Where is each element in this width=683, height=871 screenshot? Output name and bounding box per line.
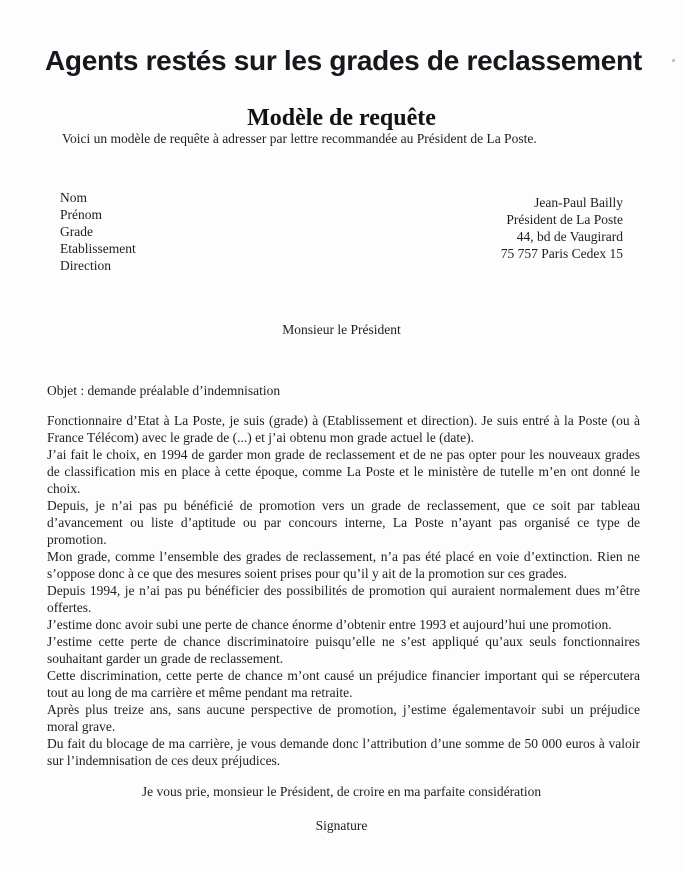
sender-fields	[60, 189, 136, 274]
recipient-name: Jean-Paul Bailly	[534, 195, 623, 210]
recipient-city: 75 757 Paris Cedex 15	[500, 246, 623, 261]
sender-field-etablissement: Etablissement	[60, 241, 136, 256]
body-paragraph: J’estime cette perte de chance discriminatoire puisqu’elle ne s’est appliqué qu’aux seuls fonctionnaires souhaitant garder un grade de reclassement.	[47, 634, 640, 666]
signature-label: Signature	[315, 818, 368, 833]
intro-text: Voici un modèle de requête à adresser par lettre recommandée au Président de La Poste.	[62, 131, 537, 146]
salutation: Monsieur le Président	[282, 322, 401, 337]
sender-field-nom: Nom	[60, 190, 87, 205]
body-paragraph: J’estime donc avoir subi une perte de chance énorme d’obtenir entre 1993 et aujourd’hui une promotion.	[47, 617, 612, 632]
letter-body	[47, 412, 640, 769]
recipient-street: 44, bd de Vaugirard	[516, 229, 623, 244]
letter-title: Modèle de requête	[247, 104, 436, 131]
body-paragraph: Fonctionnaire d’Etat à La Poste, je suis (grade) à (Etablissement et direction). Je suis entré à la Poste (ou à France Télécom) avec le grade de (...) et j’ai obtenu mon grade actuel le (date).	[47, 413, 640, 445]
body-paragraph: Après plus treize ans, sans aucune perspective de promotion, j’estime égalementavoir subi un préjudice moral grave.	[47, 702, 640, 734]
body-paragraph: Mon grade, comme l’ensemble des grades de reclassement, n’a pas été placé en voie d’extinction. Rien ne s’oppose donc à ce que des mesures soient prises pour qu’il y ait de la promotion sur ces grades.	[47, 549, 640, 581]
recipient-address	[501, 194, 623, 262]
sender-field-direction: Direction	[60, 258, 111, 273]
body-paragraph: Du fait du blocage de ma carrière, je vous demande donc l’attribution d’une somme de 50 000 euros à valoir sur l’indemnisation de ces deux préjudices.	[47, 736, 640, 768]
body-paragraph: Depuis 1994, je n’ai pas pu bénéficier des possibilités de promotion qui auraient normalement dues m’être offertes.	[47, 583, 640, 615]
closing-formula: Je vous prie, monsieur le Président, de croire en ma parfaite considération	[141, 784, 542, 799]
page-title: Agents restés sur les grades de reclassement	[45, 44, 642, 76]
sender-field-prenom: Prénom	[60, 207, 102, 222]
subject-line: Objet : demande préalable d’indemnisation	[47, 383, 281, 398]
stray-dot-artifact	[672, 59, 675, 62]
sender-field-grade: Grade	[60, 224, 93, 239]
body-paragraph: Depuis, je n’ai pas pu bénéficié de promotion vers un grade de reclassement, que ce soit par tableau d’avancement ou liste d’aptitude ou par concours interne, La Poste n’ayant pas organisé ce type de promotion.	[47, 498, 640, 547]
body-paragraph: Cette discrimination, cette perte de chance m’ont causé un préjudice financier important qui se répercutera tout au long de ma carrière et même pendant ma retraite.	[47, 668, 640, 700]
recipient-title: Président de La Poste	[506, 212, 623, 227]
body-paragraph: J’ai fait le choix, en 1994 de garder mon grade de reclassement et de ne pas opter pour les nouveaux grades de classification mis en place à cette époque, comme La Poste et le ministère de tutelle m’en ont donné le choix.	[47, 447, 640, 496]
